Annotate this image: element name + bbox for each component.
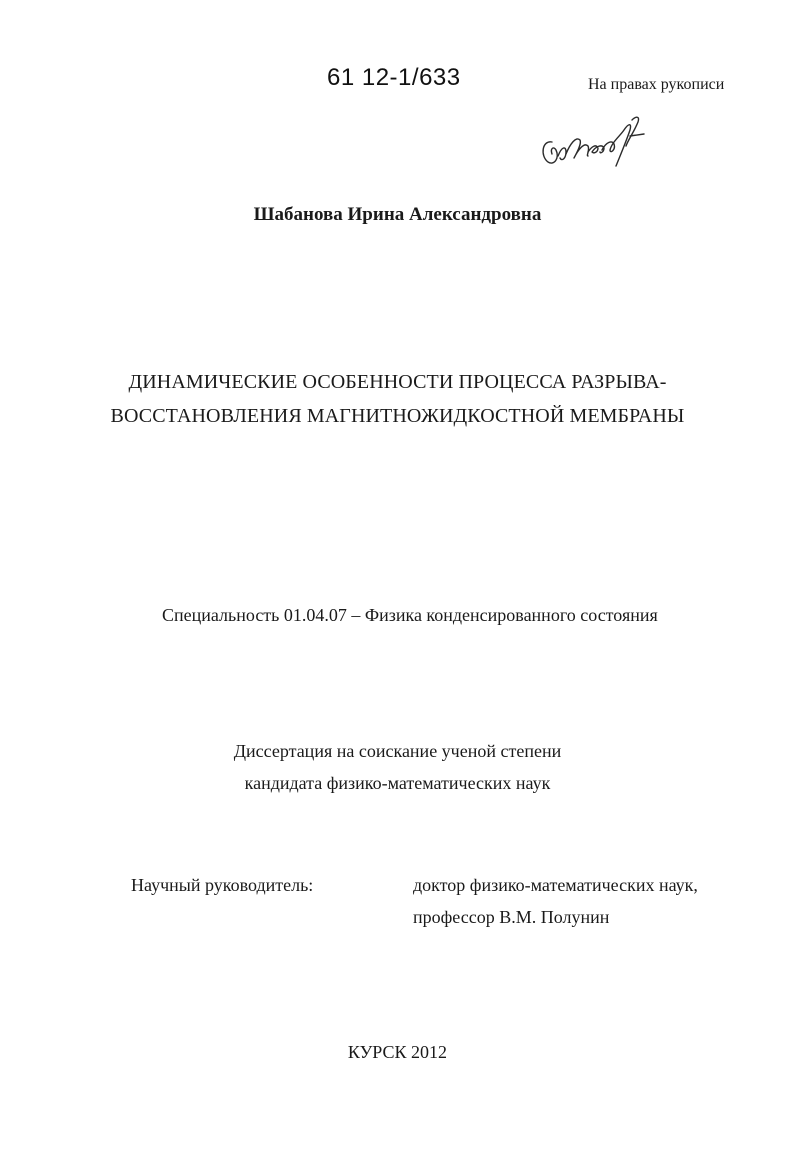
specialty: Специальность 01.04.07 – Физика конденсированного состояния — [162, 605, 658, 625]
advisor-label: Научный руководитель: — [131, 875, 314, 895]
advisor-name: профессор В.М. Полунин — [413, 907, 610, 927]
degree-line-2: кандидата физико-математических наук — [244, 773, 551, 793]
degree-line-1: Диссертация на соискание ученой степени — [233, 741, 562, 761]
author-name: Шабанова Ирина Александровна — [253, 204, 542, 225]
signature-icon — [536, 106, 656, 178]
thesis-title-line-1: ДИНАМИЧЕСКИЕ ОСОБЕННОСТИ ПРОЦЕССА РАЗРЫВА- — [128, 371, 667, 393]
archive-number: 61 12-1/633 — [327, 64, 461, 91]
place-year: КУРСК 2012 — [347, 1042, 448, 1062]
advisor-degree: доктор физико-математических наук, — [413, 875, 698, 895]
thesis-title-line-2: ВОССТАНОВЛЕНИЯ МАГНИТНОЖИДКОСТНОЙ МЕМБРАНЫ — [110, 405, 685, 427]
rights-note: На правах рукописи — [588, 76, 725, 93]
